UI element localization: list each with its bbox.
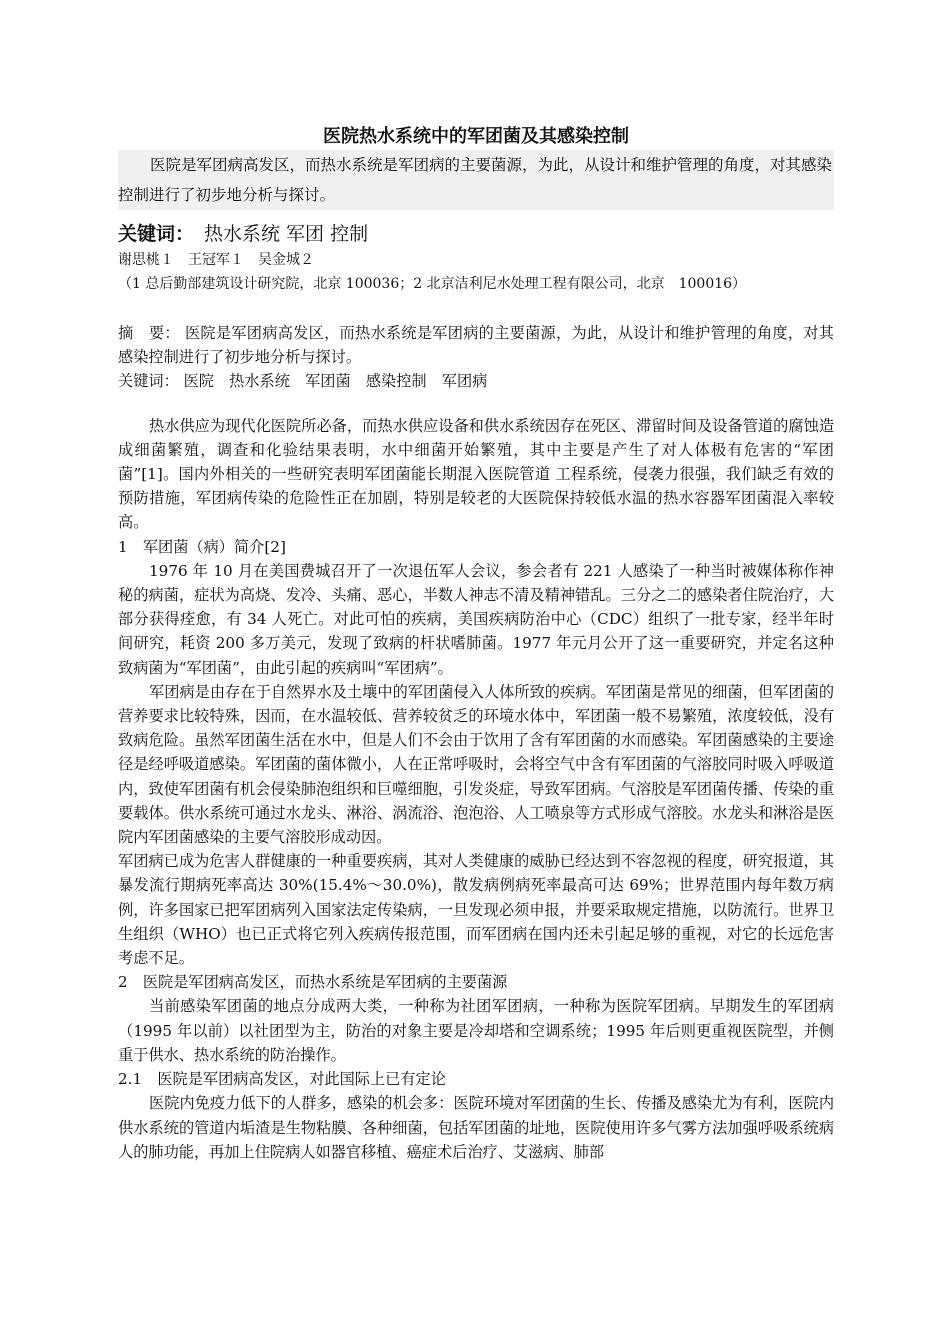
intro-paragraph: 热水供应为现代化医院所必备，而热水供应设备和供水系统因存在死区、滞留时间及设备管道的腐蚀造成细菌繁殖，调查和化验结果表明，水中细菌开始繁殖，其中主要是产生了对人体极有危害的“军团菌”[1]。国内外相关的一些研究表明军团菌能长期混入医院管道 工程系统，侵袭力很强，我们缺乏有效的预防措施，军团病传染的危险性正在加剧，特别是较老的大医院保持较低水温的热水容器军团菌混入率较高。 xyxy=(118,416,834,532)
section-2-heading: 2 医院是军团病高发区，而热水系统是军团病的主要菌源 xyxy=(118,973,508,992)
affiliation-line: （1 总后勤部建筑设计研究院，北京 100036；2 北京洁利尼水处理工程有限公司，北京 100016） xyxy=(118,276,747,292)
keywords-values: 热水系统 军团 控制 xyxy=(204,223,369,245)
section-1-paragraph-2: 军团病是由存在于自然界水及土壤中的军团菌侵入人体所致的疾病。军团菌是常见的细菌，但军团菌的营养要求比较特殊，因而，在水温较低、营养较贫乏的环境水体中，军团菌一般不易繁殖，浓度较低，没有致病危险。虽然军团菌生活在水中，但是人们不会由于饮用了含有军团菌的水而感染。军团菌感染的主要途径是经呼吸道感染。军团菌的菌体微小，人在正常呼吸时，会将空气中含有军团菌的气溶胶同时吸入呼吸道内，致使军团菌有机会侵染肺泡组织和巨噬细胞，引发炎症，导致军团病。气溶胶是军团菌传播、传染的重要载体。供水系统可通过水龙头、淋浴、涡流浴、泡泡浴、人工喷泉等方式形成气溶胶。水龙头和淋浴是医院内军团菌感染的主要气溶胶形成动因。 xyxy=(118,682,834,847)
section-1-heading: 1 军团菌（病）简介[2] xyxy=(118,537,286,556)
keywords-heading xyxy=(118,220,834,248)
abstract-paragraph: 摘 要： 医院是军团病高发区，而热水系统是军团病的主要菌源，为此，从设计和维护管理的角度，对其感染控制进行了初步地分析与探讨。 xyxy=(118,324,834,367)
section-1-paragraph-1: 1976 年 10 月在美国费城召开了一次退伍军人会议，参会者有 221 人感染了一种当时被媒体称作神秘的病菌，症状为高烧、发冷、头痛、恶心，半数人神志不清及精神错乱。三分之二的感染者住院治疗，大部分获得痊愈，有 34 人死亡。对此可怕的疾病，美国疾病防治中心（CDC）组织了一批专家，经半年时间研究，耗资 200 多万美元，发现了致病的杆状嗜肺菌。1977 年元月公开了这一重要研究，并定名这种致病菌为“军团菌”，由此引起的疾病叫“军团病”。 xyxy=(118,561,834,677)
keywords-label: 关键词： xyxy=(118,223,195,245)
paragraph-gap xyxy=(118,394,834,414)
section-2-1-paragraph-1: 医院内免疫力低下的人群多，感染的机会多：医院环境对军团菌的生长、传播及感染尤为有利，医院内供水系统的管道内垢渣是生物粘膜、各种细菌，包括军团菌的址地，医院使用许多气雾方法加强呼吸系统病人的肺功能，再加上住院病人如器官移植、癌症术后治疗、艾滋病、肺部 xyxy=(118,1094,834,1161)
section-1-paragraph-3: 军团病已成为危害人群健康的一种重要疾病，其对人类健康的威胁已经达到不容忽视的程度，研究报道，其暴发流行期病死率高达 30%(15.4%～30.0%)，散发病例病死率最高可达 69%；世界范围内每年数万病例，许多国家已把军团病列入国家法定传染病，一旦发现必须申报，并要采取规定措施，以防流行。世界卫生组织（WHO）也已正式将它列入疾病传报范围，而军团病在国内还未引起足够的重视，对它的长远危害考虑不足。 xyxy=(118,852,834,968)
document-title: 医院热水系统中的军团菌及其感染控制 xyxy=(323,126,629,147)
section-2-1-heading: 2.1 医院是军团病高发区，对此国际上已有定论 xyxy=(118,1070,446,1089)
summary-paragraph: 医院是军团病高发区，而热水系统是军团病的主要菌源，为此，从设计和维护管理的角度，对其感染控制进行了初步地分析与探讨。 xyxy=(118,150,834,210)
section-2-paragraph-1: 当前感染军团菌的地点分成两大类，一种称为社团军团病，一种称为医院军团病。早期发生的军团病（1995 年以前）以社团型为主，防治的对象主要是冷却塔和空调系统；1995 年后则更重视医院型，并侧重于供水、热水系统的防治操作。 xyxy=(118,997,834,1064)
authors-line: 谢思桃１ 王冠军１ 吴金城２ xyxy=(118,252,314,268)
keywords-line: 关键词： 医院 热水系统 军团菌 感染控制 军团病 xyxy=(118,372,488,391)
document-body xyxy=(118,321,834,1164)
